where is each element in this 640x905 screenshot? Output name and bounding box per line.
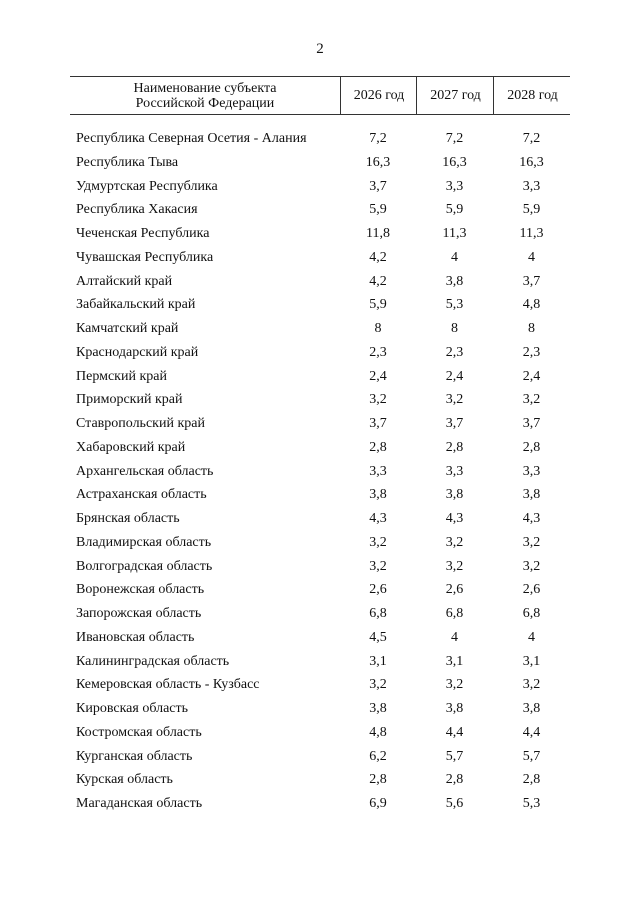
- table-row: [70, 365, 570, 389]
- table-header: [70, 76, 570, 115]
- row-value-2026: 2,3: [369, 344, 387, 360]
- row-value-2027: 16,3: [442, 154, 467, 170]
- table-row: [70, 531, 570, 555]
- row-value-2028: 3,2: [522, 392, 541, 408]
- row-value-2028: 2,8: [522, 772, 541, 788]
- row-value-2028: 5,9: [522, 202, 541, 218]
- row-value-2026: 2,8: [369, 439, 387, 455]
- row-value-2028: 16,3: [519, 154, 544, 170]
- row-value-2028: 5,7: [522, 748, 541, 764]
- table-row: [70, 626, 570, 650]
- row-value-2026: 2,8: [369, 772, 387, 788]
- row-value-2026: 4,8: [369, 724, 387, 740]
- row-subject-name: Ивановская область: [76, 629, 195, 645]
- row-value-2028: 3,7: [522, 273, 541, 289]
- table-row: [70, 697, 570, 721]
- row-value-2027: 3,7: [445, 416, 464, 431]
- row-value-2028: 4: [528, 249, 535, 265]
- table-row: [70, 792, 570, 816]
- row-subject-name: Магаданская область: [76, 796, 203, 811]
- table-row: [70, 222, 570, 246]
- row-subject-name: Кировская область: [76, 701, 189, 716]
- header-year-2027: 2027 год: [416, 77, 494, 114]
- table-row: [70, 578, 570, 602]
- table-row: [70, 436, 570, 460]
- row-subject-name: Чувашская Республика: [76, 249, 214, 265]
- row-value-2027: 3,1: [445, 653, 464, 669]
- row-subject-name: Республика Северная Осетия - Алания: [76, 131, 307, 146]
- row-value-2027: 2,8: [445, 772, 464, 788]
- row-subject-name: Камчатский край: [76, 321, 179, 336]
- row-value-2027: 4,3: [445, 511, 464, 526]
- row-value-2026: 4,2: [369, 249, 387, 265]
- row-subject-name: Курганская область: [76, 748, 193, 764]
- table-row: [70, 650, 570, 674]
- row-value-2027: 7,2: [445, 131, 464, 146]
- row-subject-name: Запорожская область: [76, 606, 202, 621]
- row-value-2028: 2,6: [522, 582, 541, 598]
- row-value-2026: 8: [374, 321, 382, 336]
- row-subject-name: Волгоградская область: [76, 558, 213, 574]
- row-value-2027: 3,2: [445, 677, 464, 693]
- table-row: [70, 412, 570, 436]
- row-value-2027: 3,8: [445, 273, 464, 289]
- row-value-2026: 3,2: [369, 534, 387, 550]
- row-value-2028: 3,3: [522, 463, 541, 479]
- row-value-2028: 3,7: [522, 416, 541, 431]
- row-subject-name: Курская область: [76, 772, 173, 788]
- row-value-2026: 3,2: [369, 558, 387, 574]
- row-value-2027: 11,3: [442, 226, 467, 241]
- row-subject-name: Астраханская область: [76, 487, 207, 503]
- row-value-2027: 2,8: [445, 439, 464, 455]
- table-row: [70, 673, 570, 697]
- table-row: [70, 721, 570, 745]
- row-value-2026: 6,9: [369, 796, 387, 811]
- row-subject-name: Костромская область: [76, 724, 202, 740]
- row-value-2026: 4,2: [369, 273, 387, 289]
- row-subject-name: Удмуртская Республика: [76, 178, 218, 194]
- row-value-2028: 3,2: [522, 677, 541, 693]
- row-value-2028: 2,3: [522, 344, 541, 360]
- table-row: [70, 768, 570, 792]
- row-value-2026: 2,4: [369, 368, 387, 384]
- row-value-2027: 5,3: [445, 297, 464, 313]
- row-value-2027: 5,7: [445, 748, 464, 764]
- row-subject-name: Владимирская область: [76, 534, 212, 550]
- row-value-2027: 4: [451, 249, 458, 265]
- row-value-2026: 4,3: [369, 511, 387, 526]
- row-value-2027: 2,3: [445, 344, 464, 360]
- row-subject-name: Приморский край: [76, 392, 183, 408]
- header-subject-line2: Российской Федерации: [135, 95, 275, 111]
- row-subject-name: Архангельская область: [76, 463, 214, 479]
- table-row: [70, 602, 570, 626]
- table-row: [70, 507, 570, 531]
- table-row: [70, 460, 570, 484]
- row-value-2028: 4,3: [522, 511, 541, 526]
- row-value-2026: 6,8: [369, 606, 387, 621]
- row-value-2027: 2,6: [445, 582, 464, 598]
- row-subject-name: Забайкальский край: [76, 297, 196, 313]
- row-value-2026: 3,3: [369, 463, 387, 479]
- table-row: [70, 745, 570, 769]
- row-value-2026: 5,9: [369, 297, 387, 313]
- row-value-2028: 3,8: [522, 701, 541, 716]
- row-value-2028: 5,3: [522, 796, 541, 811]
- row-value-2027: 3,3: [445, 463, 464, 479]
- table-row: [70, 246, 570, 270]
- row-value-2028: 3,2: [522, 558, 541, 574]
- row-subject-name: Республика Тыва: [76, 154, 179, 170]
- table-row: [70, 127, 570, 151]
- row-subject-name: Воронежская область: [76, 582, 205, 598]
- row-value-2028: 3,2: [522, 534, 541, 550]
- header-year-2028: 2028 год: [493, 77, 571, 114]
- row-value-2026: 3,2: [369, 677, 387, 693]
- row-subject-name: Чеченская Республика: [76, 226, 210, 241]
- row-value-2028: 2,4: [522, 368, 541, 384]
- row-value-2026: 3,7: [369, 416, 387, 431]
- row-subject-name: Брянская область: [76, 511, 180, 526]
- table-row: [70, 341, 570, 365]
- row-subject-name: Алтайский край: [76, 273, 173, 289]
- row-value-2026: 3,1: [369, 653, 387, 669]
- row-value-2028: 3,8: [522, 487, 541, 503]
- row-value-2028: 2,8: [522, 439, 541, 455]
- table-row: [70, 270, 570, 294]
- row-value-2028: 3,3: [522, 178, 541, 194]
- row-value-2027: 3,2: [445, 558, 464, 574]
- row-value-2026: 6,2: [369, 748, 387, 764]
- table-row: [70, 483, 570, 507]
- table-row: [70, 198, 570, 222]
- row-value-2026: 11,8: [366, 226, 390, 241]
- row-value-2027: 5,9: [445, 202, 464, 218]
- row-subject-name: Калининградская область: [76, 653, 230, 669]
- row-value-2027: 3,2: [445, 392, 464, 408]
- row-value-2028: 4,8: [522, 297, 541, 313]
- row-subject-name: Пермский край: [76, 368, 167, 384]
- row-subject-name: Ставропольский край: [76, 416, 205, 431]
- row-value-2027: 6,8: [445, 606, 464, 621]
- row-value-2028: 4: [528, 629, 535, 645]
- row-value-2028: 7,2: [522, 131, 541, 146]
- row-value-2027: 3,2: [445, 534, 464, 550]
- row-value-2027: 4: [451, 629, 458, 645]
- row-subject-name: Республика Хакасия: [76, 202, 198, 218]
- table-row: [70, 555, 570, 579]
- row-value-2026: 3,8: [369, 487, 387, 503]
- header-year-2026: 2026 год: [340, 77, 417, 114]
- table-row: [70, 388, 570, 412]
- row-value-2027: 8: [451, 321, 458, 336]
- row-value-2026: 4,5: [369, 629, 387, 645]
- header-subject-line1: Наименование субъекта: [133, 80, 277, 96]
- row-value-2026: 7,2: [369, 131, 387, 146]
- table-row: [70, 151, 570, 175]
- row-value-2027: 3,8: [445, 487, 464, 503]
- row-value-2027: 5,6: [445, 796, 464, 811]
- row-value-2026: 16,3: [365, 154, 391, 170]
- data-table: [70, 76, 570, 811]
- row-subject-name: Кемеровская область - Кузбасс: [76, 677, 260, 693]
- row-value-2028: 11,3: [519, 226, 544, 241]
- row-value-2027: 3,3: [445, 178, 464, 194]
- row-value-2027: 4,4: [445, 724, 464, 740]
- row-value-2028: 3,1: [522, 653, 541, 669]
- row-value-2027: 3,8: [445, 701, 464, 716]
- row-value-2027: 2,4: [445, 368, 464, 384]
- table-body: [70, 127, 570, 816]
- row-value-2026: 3,2: [369, 392, 387, 408]
- table-row: [70, 317, 570, 341]
- table-row: [70, 175, 570, 199]
- row-subject-name: Краснодарский край: [76, 344, 199, 360]
- row-subject-name: Хабаровский край: [76, 439, 186, 455]
- row-value-2028: 6,8: [522, 606, 541, 621]
- row-value-2028: 4,4: [522, 724, 541, 740]
- row-value-2026: 3,7: [369, 178, 387, 194]
- row-value-2028: 8: [528, 321, 535, 336]
- row-value-2026: 2,6: [369, 582, 387, 598]
- header-subject-name: [70, 77, 340, 114]
- page-number: 2: [316, 41, 324, 57]
- row-value-2026: 5,9: [369, 202, 387, 218]
- table-row: [70, 293, 570, 317]
- row-value-2026: 3,8: [369, 701, 387, 716]
